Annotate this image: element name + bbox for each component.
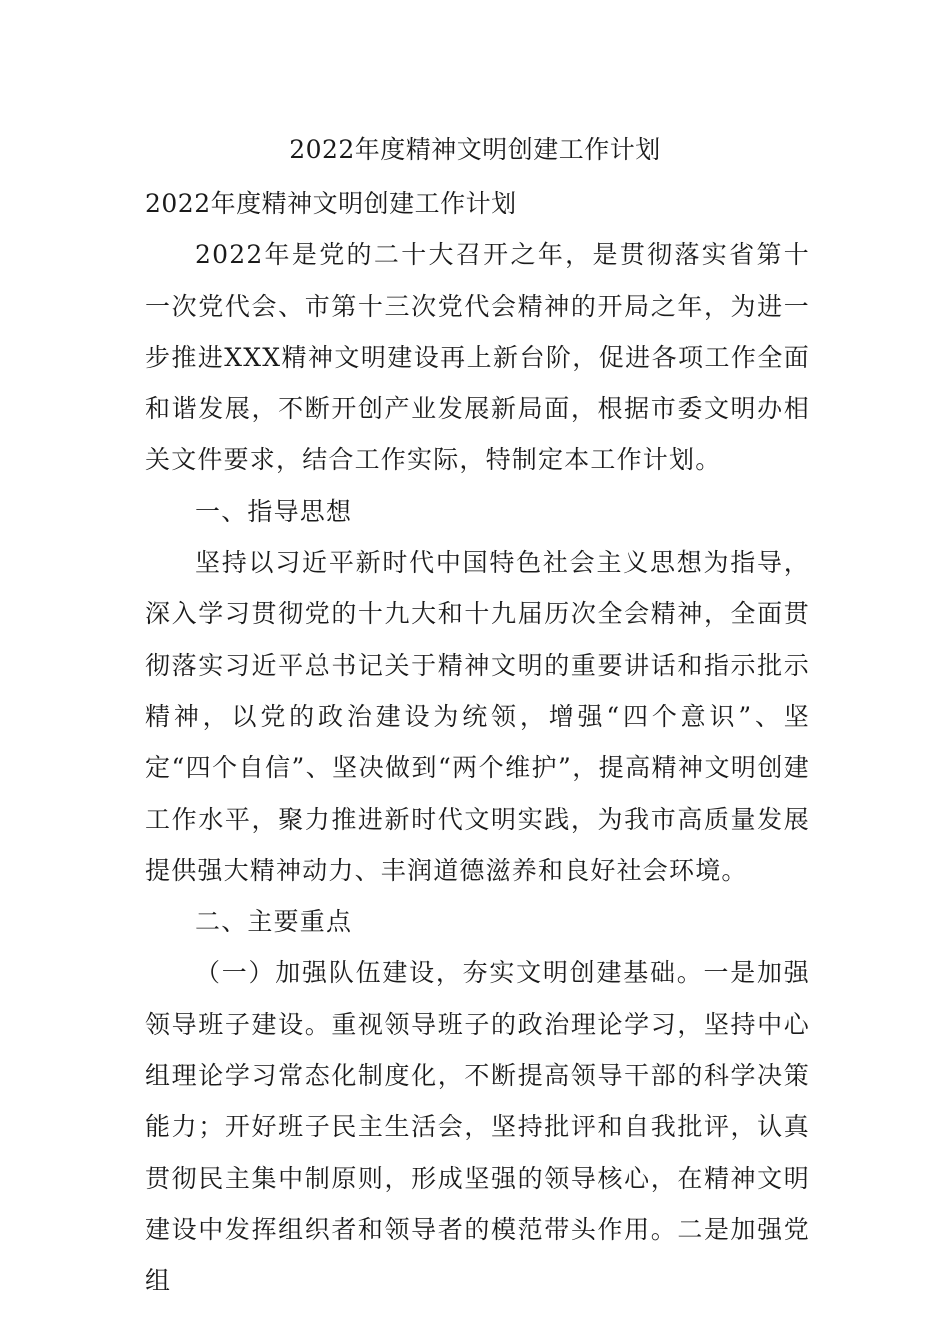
- document-body: [145, 178, 810, 1307]
- section-heading-main-points: 二、主要重点: [195, 907, 353, 937]
- main-points-paragraph: （一）加强队伍建设，夯实文明创建基础。一是加强领导班子建设。重视领导班子的政治理论学习，坚持中心组理论学习常态化制度化，不断提高领导干部的科学决策能力；开好班子民主生活会，坚持批评和自我批评，认真贯彻民主集中制原则，形成坚强的领导核心，在精神文明建设中发挥组织者和领导者的模范带头作用。二是加强党组: [145, 958, 810, 1296]
- document-subtitle: 2022年度精神文明创建工作计划: [145, 189, 517, 218]
- guiding-ideology-paragraph: 坚持以习近平新时代中国特色社会主义思想为指导，深入学习贯彻党的十九大和十九届历次全会精神，全面贯彻落实习近平总书记关于精神文明的重要讲话和指示批示精神，以党的政治建设为统领，增强“四个意识”、坚定“四个自信”、坚决做到“两个维护”，提高精神文明创建工作水平，聚力推进新时代文明实践，为我市高质量发展提供强大精神动力、丰润道德滋养和良好社会环境。: [145, 548, 810, 885]
- document-title: 2022年度精神文明创建工作计划: [289, 135, 661, 164]
- intro-paragraph: 2022年是党的二十大召开之年，是贯彻落实省第十一次党代会、市第十三次党代会精神的开局之年，为进一步推进XXX精神文明建设再上新台阶，促进各项工作全面和谐发展，不断开创产业发展新局面，根据市委文明办相关文件要求，结合工作实际，特制定本工作计划。: [145, 240, 810, 475]
- section-heading-guiding-ideology: 一、指导思想: [195, 496, 353, 526]
